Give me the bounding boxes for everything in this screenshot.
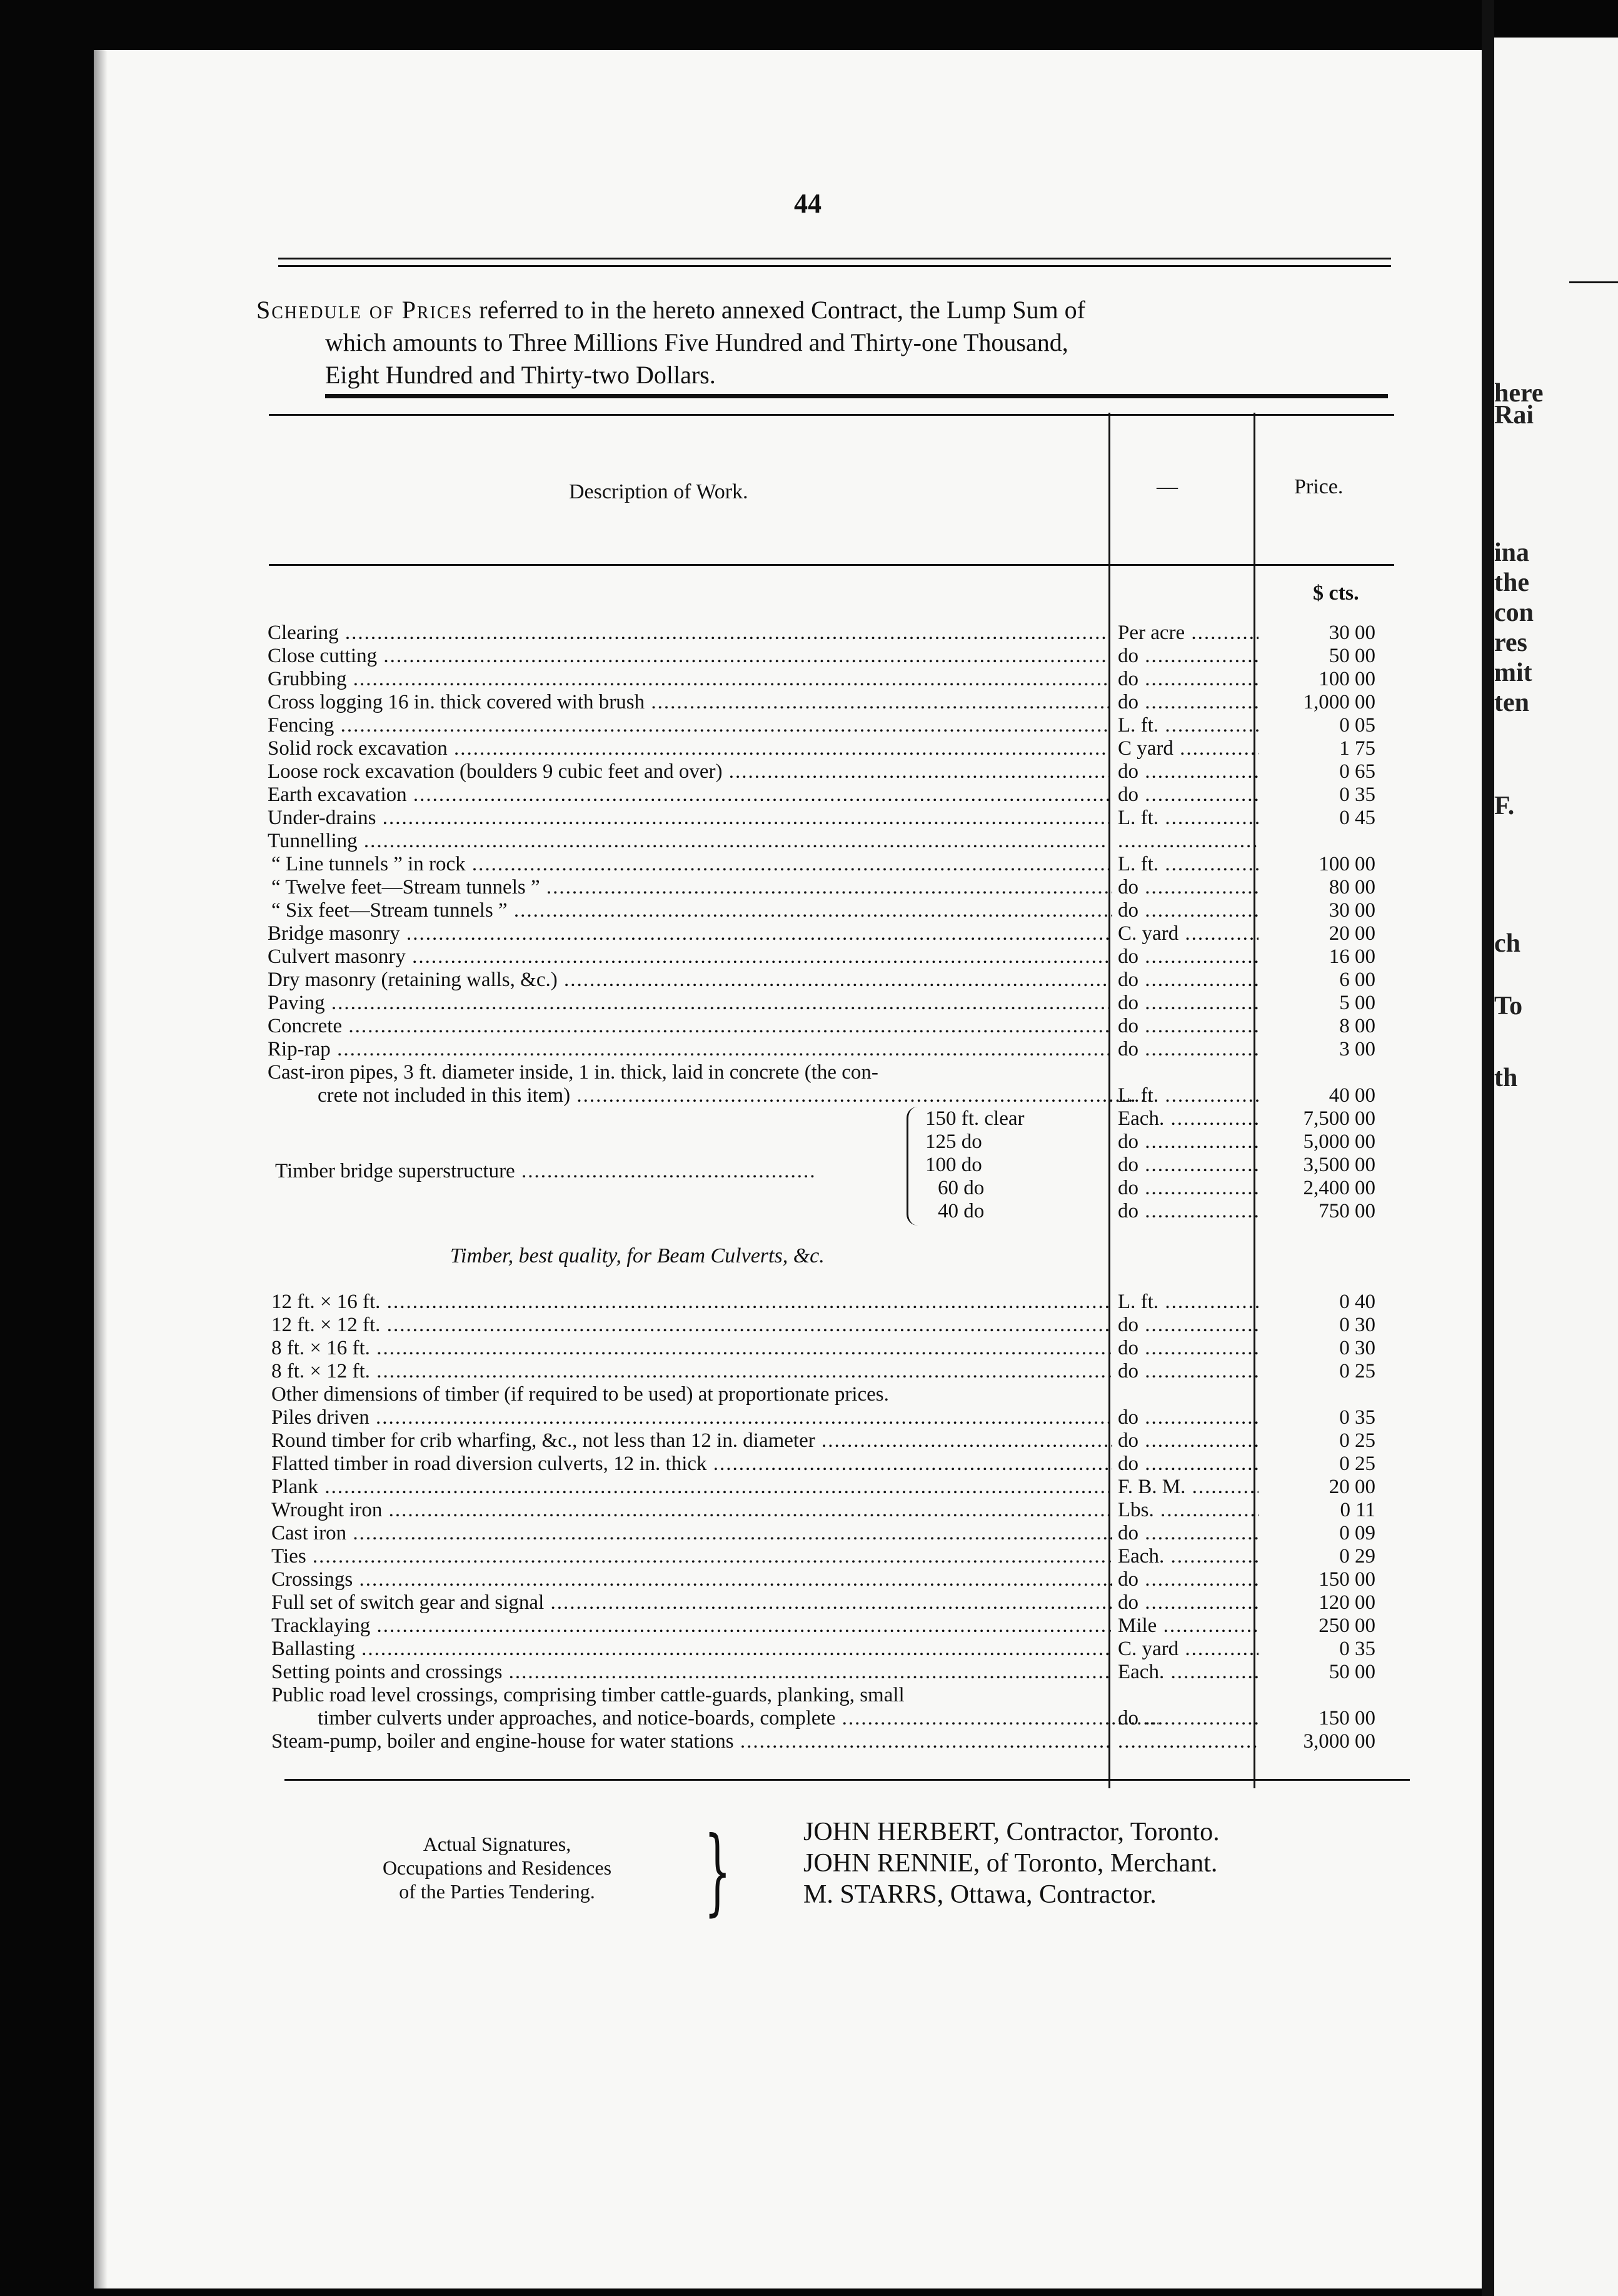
table-row: [268, 1199, 1405, 1223]
row-unit: [1118, 1730, 1259, 1753]
facing-text-fragment: ina: [1494, 538, 1530, 567]
row-unit: Each. .....: [1118, 1660, 1259, 1684]
row-price: 3,000 00: [1303, 1730, 1375, 1753]
table-row: [268, 760, 1405, 783]
table-row: [268, 1452, 1405, 1476]
facing-text-fragment: Rai: [1494, 401, 1534, 430]
column-header-price: Price.: [1294, 475, 1344, 498]
table-row: [268, 922, 1405, 945]
row-description: Earth excavation .....: [268, 783, 1108, 807]
row-unit: do .....: [1118, 1014, 1259, 1038]
schedule-heading-smallcaps: Schedule of Prices: [256, 296, 473, 324]
row-price: 1,000 00: [1303, 691, 1375, 713]
row-price: 0 40: [1339, 1291, 1375, 1313]
table-row: [268, 806, 1405, 830]
table-row: [268, 945, 1405, 969]
row-unit: [1118, 829, 1259, 853]
facing-text-fragment: the: [1494, 568, 1529, 597]
facing-text-fragment: F.: [1494, 792, 1515, 820]
row-price: 250 00: [1319, 1614, 1375, 1637]
timber-beam-culverts-heading: Timber, best quality, for Beam Culverts, &c.: [450, 1244, 825, 1267]
row-price: 0 25: [1339, 1453, 1375, 1475]
column-header-description: Description of Work.: [569, 480, 748, 503]
table-row: [268, 1637, 1405, 1661]
row-description: Cast-iron pipes, 3 ft. diameter inside, 1 in. thick, laid in concrete (the con-: [268, 1061, 878, 1084]
facing-text-fragment: con: [1494, 598, 1534, 627]
row-unit: do .....: [1118, 1452, 1259, 1476]
row-unit: do .....: [1118, 1406, 1259, 1429]
row-description: “ Six feet—Stream tunnels ” .....: [268, 899, 1112, 922]
row-description: Bridge masonry .....: [268, 922, 1108, 945]
row-description: Plank .....: [268, 1475, 1112, 1499]
row-price: 750 00: [1319, 1200, 1375, 1222]
row-description: timber culverts under approaches, and notice-boards, complete .....: [268, 1706, 1158, 1730]
top-rule: [278, 265, 1391, 267]
table-row: [268, 1475, 1405, 1499]
table-row-public-road-line1: [268, 1683, 1405, 1707]
table-row: [268, 737, 1405, 760]
row-price: 3 00: [1339, 1038, 1375, 1060]
table-row: [268, 713, 1405, 737]
signatures-block: [803, 1816, 1220, 1910]
book-gutter: [1482, 0, 1494, 2296]
row-description: 8 ft. × 16 ft. .....: [268, 1336, 1112, 1360]
row-price: 5,000 00: [1303, 1130, 1375, 1153]
table-row: [268, 1037, 1405, 1061]
row-unit: do .....: [1118, 1130, 1259, 1154]
row-description: Fencing .....: [268, 713, 1108, 737]
row-description: Flatted timber in road diversion culverts, 12 in. thick .....: [268, 1452, 1112, 1476]
table-row: [268, 1730, 1405, 1753]
top-rule: [278, 258, 1391, 259]
row-price: 2,400 00: [1303, 1177, 1375, 1199]
row-price: 0 30: [1339, 1314, 1375, 1336]
facing-text-fragment: th: [1494, 1064, 1518, 1092]
row-unit: do .....: [1118, 945, 1259, 969]
row-price: 8 00: [1339, 1015, 1375, 1037]
table-row: [268, 1568, 1405, 1591]
table-row: [268, 1313, 1405, 1337]
row-description: Cast iron .....: [268, 1521, 1112, 1545]
row-unit: do .....: [1118, 1359, 1259, 1383]
facing-text-fragment: ch: [1494, 929, 1520, 958]
row-unit: C. yard .....: [1118, 922, 1259, 945]
row-unit: L. ft. .....: [1118, 806, 1259, 830]
table-row: [268, 1406, 1405, 1429]
row-description: Dry masonry (retaining walls, &c.) .....: [268, 968, 1108, 992]
row-price: 0 45: [1339, 807, 1375, 829]
table-row: [268, 1176, 1405, 1200]
signature-line: JOHN RENNIE, of Toronto, Merchant.: [803, 1849, 1218, 1878]
row-description: Steam-pump, boiler and engine-house for water stations .....: [268, 1730, 1112, 1753]
row-unit: do .....: [1118, 760, 1259, 783]
row-price: 0 09: [1339, 1522, 1375, 1544]
facing-text-fragment: To: [1494, 992, 1523, 1020]
schedule-heading-line3: Eight Hundred and Thirty-two Dollars.: [325, 361, 716, 389]
row-price: 0 35: [1339, 783, 1375, 806]
row-unit: do .....: [1118, 690, 1259, 714]
table-row: [268, 968, 1405, 992]
row-description: Wrought iron .....: [268, 1498, 1112, 1522]
row-unit: L. ft. .....: [1118, 1290, 1259, 1314]
table-row: [268, 783, 1405, 807]
table-row-cast-iron-line2: [268, 1084, 1405, 1107]
facing-text-fragment: here: [1494, 379, 1544, 408]
row-unit: do .....: [1118, 1336, 1259, 1360]
row-description: Piles driven .....: [268, 1406, 1112, 1429]
currency-header: $ cts.: [1313, 582, 1359, 605]
table-row: [268, 852, 1405, 876]
facing-page: [1494, 38, 1618, 2296]
timber-bridge-span: 125 do: [925, 1130, 982, 1153]
table-row: [268, 1336, 1405, 1360]
table-top-rule: [269, 414, 1394, 416]
row-unit: do .....: [1118, 899, 1259, 922]
row-price: 100 00: [1319, 853, 1375, 875]
schedule-heading: [256, 294, 1400, 391]
row-price: 0 65: [1339, 760, 1375, 783]
row-price: 0 25: [1339, 1360, 1375, 1382]
row-price: 0 05: [1339, 714, 1375, 737]
row-description: Concrete .....: [268, 1014, 1108, 1038]
row-description: 8 ft. × 12 ft. .....: [268, 1359, 1112, 1383]
row-price: 20 00: [1329, 922, 1375, 945]
row-price: 5 00: [1339, 992, 1375, 1014]
facing-text-fragment: ten: [1494, 688, 1529, 717]
row-description: “ Line tunnels ” in rock .....: [268, 852, 1112, 876]
row-description: Full set of switch gear and signal .....: [268, 1591, 1112, 1614]
signature-caption-line: of the Parties Tendering.: [399, 1880, 595, 1903]
row-description: Other dimensions of timber (if required to be used) at proportionate prices.: [271, 1383, 889, 1406]
table-row: [268, 1290, 1405, 1314]
row-description: Rip-rap .....: [268, 1037, 1108, 1061]
row-description: “ Twelve feet—Stream tunnels ” .....: [268, 875, 1112, 899]
table-row: [268, 875, 1405, 899]
row-price: 16 00: [1329, 945, 1375, 968]
table-row: [268, 667, 1405, 691]
table-row: [268, 1614, 1405, 1638]
row-description: 12 ft. × 12 ft. .....: [268, 1313, 1112, 1337]
table-row: [268, 1014, 1405, 1038]
right-brace: }: [704, 1817, 731, 1926]
timber-bridge-span: 60 do: [938, 1177, 985, 1199]
signature-caption-line: Occupations and Residences: [382, 1856, 612, 1879]
row-unit: L. ft. .....: [1118, 852, 1259, 876]
row-unit: C yard .....: [1118, 737, 1259, 760]
row-price: 0 35: [1339, 1638, 1375, 1660]
row-price: 0 35: [1339, 1406, 1375, 1429]
row-description: Under-drains .....: [268, 806, 1108, 830]
table-row-public-road-line2: [268, 1706, 1405, 1730]
row-description: Culvert masonry .....: [268, 945, 1108, 969]
page-fold-shadow: [94, 50, 108, 2288]
row-price: 40 00: [1329, 1084, 1375, 1107]
table-bottom-rule: [284, 1779, 1410, 1781]
row-description: crete not included in this item) .....: [268, 1084, 1158, 1107]
row-price: 100 00: [1319, 668, 1375, 690]
schedule-heading-line2: which amounts to Three Millions Five Hundred and Thirty-one Thousand,: [325, 328, 1068, 356]
timber-bridge-span: 100 do: [925, 1154, 982, 1176]
schedule-heading-line1: referred to in the hereto annexed Contract, the Lump Sum of: [473, 296, 1085, 324]
row-price: 50 00: [1329, 645, 1375, 667]
table-row: [268, 1429, 1405, 1453]
row-price: 0 11: [1340, 1499, 1375, 1521]
row-unit: Each. .....: [1118, 1107, 1259, 1130]
row-unit: do .....: [1118, 1176, 1259, 1200]
header-rule: [269, 564, 1394, 566]
row-description: Ballasting .....: [268, 1637, 1112, 1661]
row-price: 7,500 00: [1303, 1107, 1375, 1130]
table-row: [268, 1521, 1405, 1545]
table-row: [268, 621, 1405, 645]
row-unit: L. ft. .....: [1118, 1084, 1259, 1107]
row-unit: do .....: [1118, 1521, 1259, 1545]
row-price: 80 00: [1329, 876, 1375, 899]
row-unit: do .....: [1118, 644, 1259, 668]
table-row: [268, 644, 1405, 668]
row-description: Paving .....: [268, 991, 1108, 1015]
row-unit: do .....: [1118, 991, 1259, 1015]
signature-line: M. STARRS, Ottawa, Contractor.: [803, 1880, 1157, 1909]
other-dimensions-note: [268, 1382, 1405, 1406]
column-header-unit: —: [1157, 475, 1178, 498]
row-unit: do .....: [1118, 1591, 1259, 1614]
row-description: Ties .....: [268, 1544, 1112, 1568]
table-row: [268, 690, 1405, 714]
facing-text-fragment: mit: [1494, 658, 1532, 687]
row-unit: do .....: [1118, 783, 1259, 807]
facing-rule: [1569, 281, 1618, 283]
row-unit: Per acre .....: [1118, 621, 1259, 645]
row-price: 1 75: [1339, 737, 1375, 760]
page-number: 44: [794, 188, 822, 219]
row-unit: do .....: [1118, 1199, 1259, 1223]
row-unit: do .....: [1118, 968, 1259, 992]
row-price: 6 00: [1339, 969, 1375, 991]
heading-rule: [325, 394, 1388, 398]
row-unit: C. yard .....: [1118, 1637, 1259, 1661]
table-row: [268, 899, 1405, 922]
table-row: [268, 1544, 1405, 1568]
row-description: Close cutting .....: [268, 644, 1108, 668]
table-row: [268, 1107, 1405, 1130]
row-price: 120 00: [1319, 1591, 1375, 1614]
row-unit: do .....: [1118, 875, 1259, 899]
row-description: Setting points and crossings .....: [268, 1660, 1112, 1684]
row-price: 30 00: [1329, 899, 1375, 922]
table-row: [268, 991, 1405, 1015]
row-unit: L. ft. .....: [1118, 713, 1259, 737]
row-price: 30 00: [1329, 622, 1375, 644]
signature-line: JOHN HERBERT, Contractor, Toronto.: [803, 1818, 1220, 1846]
row-description: 12 ft. × 16 ft. .....: [268, 1290, 1112, 1314]
table-row: [268, 1591, 1405, 1614]
row-unit: F. B. M. .....: [1118, 1475, 1259, 1499]
row-unit: do .....: [1118, 1313, 1259, 1337]
row-description: Tunnelling .....: [268, 829, 1108, 853]
row-unit: Mile .....: [1118, 1614, 1259, 1638]
row-description: Crossings .....: [268, 1568, 1112, 1591]
row-unit: do .....: [1118, 1706, 1259, 1730]
row-price: 20 00: [1329, 1476, 1375, 1498]
table-row: [268, 1660, 1405, 1684]
table-row: [268, 829, 1405, 853]
row-description: Tracklaying .....: [268, 1614, 1112, 1638]
facing-text-fragment: res: [1494, 628, 1527, 657]
row-description: Grubbing .....: [268, 667, 1108, 691]
table-row-cast-iron-line1: [268, 1060, 1405, 1084]
table-row: [268, 1498, 1405, 1522]
row-price: 3,500 00: [1303, 1154, 1375, 1176]
row-description: Cross logging 16 in. thick covered with brush .....: [268, 690, 1108, 714]
row-description: Clearing .....: [268, 621, 1108, 645]
row-price: 50 00: [1329, 1661, 1375, 1683]
row-price: 150 00: [1319, 1707, 1375, 1730]
table-row: [268, 1153, 1405, 1177]
row-unit: do .....: [1118, 1153, 1259, 1177]
row-price: 0 25: [1339, 1429, 1375, 1452]
table-row: [268, 1130, 1405, 1154]
row-description: Public road level crossings, comprising timber cattle-guards, planking, small: [271, 1684, 905, 1706]
row-description: Round timber for crib wharfing, &c., not less than 12 in. diameter .....: [268, 1429, 1112, 1453]
row-description: Solid rock excavation .....: [268, 737, 1108, 760]
signature-caption-line: Actual Signatures,: [423, 1833, 571, 1855]
timber-bridge-span: 150 ft. clear: [925, 1107, 1025, 1130]
row-unit: do .....: [1118, 667, 1259, 691]
row-unit: do .....: [1118, 1568, 1259, 1591]
row-price: 150 00: [1319, 1568, 1375, 1591]
signature-caption: [334, 1832, 660, 1903]
row-unit: do .....: [1118, 1429, 1259, 1453]
row-description: Loose rock excavation (boulders 9 cubic feet and over) .....: [268, 760, 1108, 783]
table-row: [268, 1359, 1405, 1383]
row-unit: Each. .....: [1118, 1544, 1259, 1568]
row-unit: do .....: [1118, 1037, 1259, 1061]
row-price: 0 29: [1339, 1545, 1375, 1568]
timber-bridge-span: 40 do: [938, 1200, 985, 1222]
row-price: 0 30: [1339, 1337, 1375, 1359]
timber-bridge-label: Timber bridge superstructure .....: [275, 1160, 816, 1183]
row-unit: Lbs. .....: [1118, 1498, 1259, 1522]
